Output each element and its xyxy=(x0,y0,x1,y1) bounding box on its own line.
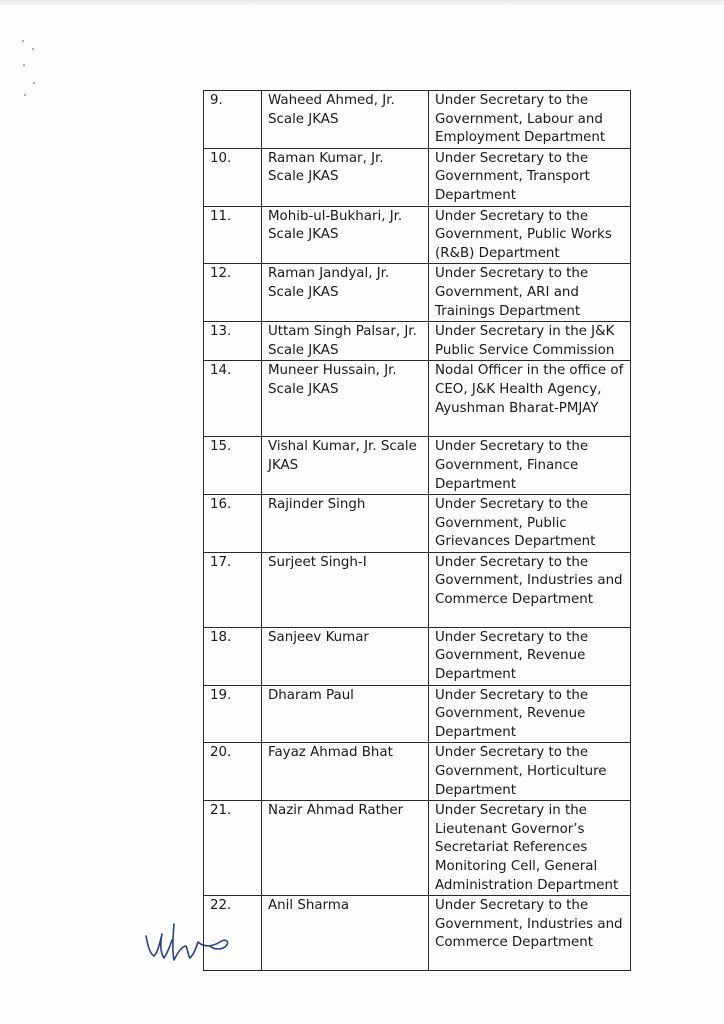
serial-number: 20. xyxy=(204,743,262,801)
table-row xyxy=(204,361,631,437)
officer-name: Raman Kumar, Jr. Scale JKAS xyxy=(262,148,429,206)
officer-name: Fayaz Ahmad Bhat xyxy=(262,743,429,801)
officer-name: Vishal Kumar, Jr. Scale JKAS xyxy=(262,437,429,495)
officer-name: Sanjeev Kumar xyxy=(262,627,429,685)
serial-number: 22. xyxy=(204,896,262,971)
table-row xyxy=(204,801,631,896)
posting-description: Under Secretary to the Government, Industries and Commerce Department xyxy=(429,896,631,971)
posting-description: Under Secretary to the Government, Public Grievances Department xyxy=(429,495,631,553)
serial-number: 14. xyxy=(204,361,262,437)
scan-specks xyxy=(20,38,36,98)
serial-number: 18. xyxy=(204,627,262,685)
posting-description: Under Secretary in the Lieutenant Governor’s Secretariat References Monitoring Cell, General Administration Department xyxy=(429,801,631,896)
table-row xyxy=(204,91,631,149)
scan-edge xyxy=(0,0,724,6)
table-row xyxy=(204,627,631,685)
officer-name: Dharam Paul xyxy=(262,685,429,743)
table-row xyxy=(204,552,631,627)
table-row xyxy=(204,206,631,264)
posting-description: Under Secretary to the Government, Labour and Employment Department xyxy=(429,91,631,149)
serial-number: 9. xyxy=(204,91,262,149)
serial-number: 17. xyxy=(204,552,262,627)
table-row xyxy=(204,896,631,971)
serial-number: 19. xyxy=(204,685,262,743)
serial-number: 21. xyxy=(204,801,262,896)
serial-number: 10. xyxy=(204,148,262,206)
posting-description: Under Secretary to the Government, Finance Department xyxy=(429,437,631,495)
table-row xyxy=(204,148,631,206)
posting-description: Under Secretary in the J&K Public Service Commission xyxy=(429,322,631,361)
serial-number: 16. xyxy=(204,495,262,553)
posting-description: Under Secretary to the Government, Revenue Department xyxy=(429,627,631,685)
officer-name: Surjeet Singh-I xyxy=(262,552,429,627)
posting-description: Under Secretary to the Government, Public Works (R&B) Department xyxy=(429,206,631,264)
table-row xyxy=(204,437,631,495)
serial-number: 13. xyxy=(204,322,262,361)
officer-name: Mohib-ul-Bukhari, Jr. Scale JKAS xyxy=(262,206,429,264)
table-row xyxy=(204,264,631,322)
table-row xyxy=(204,495,631,553)
posting-description: Under Secretary to the Government, Industries and Commerce Department xyxy=(429,552,631,627)
posting-description: Under Secretary to the Government, Horticulture Department xyxy=(429,743,631,801)
officer-name: Rajinder Singh xyxy=(262,495,429,553)
posting-description: Under Secretary to the Government, Transport Department xyxy=(429,148,631,206)
posting-description: Nodal Officer in the office of CEO, J&K Health Agency, Ayushman Bharat-PMJAY xyxy=(429,361,631,437)
table-row xyxy=(204,322,631,361)
officer-name: Waheed Ahmed, Jr. Scale JKAS xyxy=(262,91,429,149)
posting-description: Under Secretary to the Government, Revenue Department xyxy=(429,685,631,743)
officer-name: Anil Sharma xyxy=(262,896,429,971)
table-row xyxy=(204,743,631,801)
officer-name: Nazir Ahmad Rather xyxy=(262,801,429,896)
officer-name: Muneer Hussain, Jr. Scale JKAS xyxy=(262,361,429,437)
posting-description: Under Secretary to the Government, ARI and Trainings Department xyxy=(429,264,631,322)
serial-number: 11. xyxy=(204,206,262,264)
serial-number: 15. xyxy=(204,437,262,495)
table-row xyxy=(204,685,631,743)
officer-name: Raman Jandyal, Jr. Scale JKAS xyxy=(262,264,429,322)
officer-name: Uttam Singh Palsar, Jr. Scale JKAS xyxy=(262,322,429,361)
signature-mark xyxy=(140,912,235,972)
posting-table xyxy=(203,90,631,971)
serial-number: 12. xyxy=(204,264,262,322)
